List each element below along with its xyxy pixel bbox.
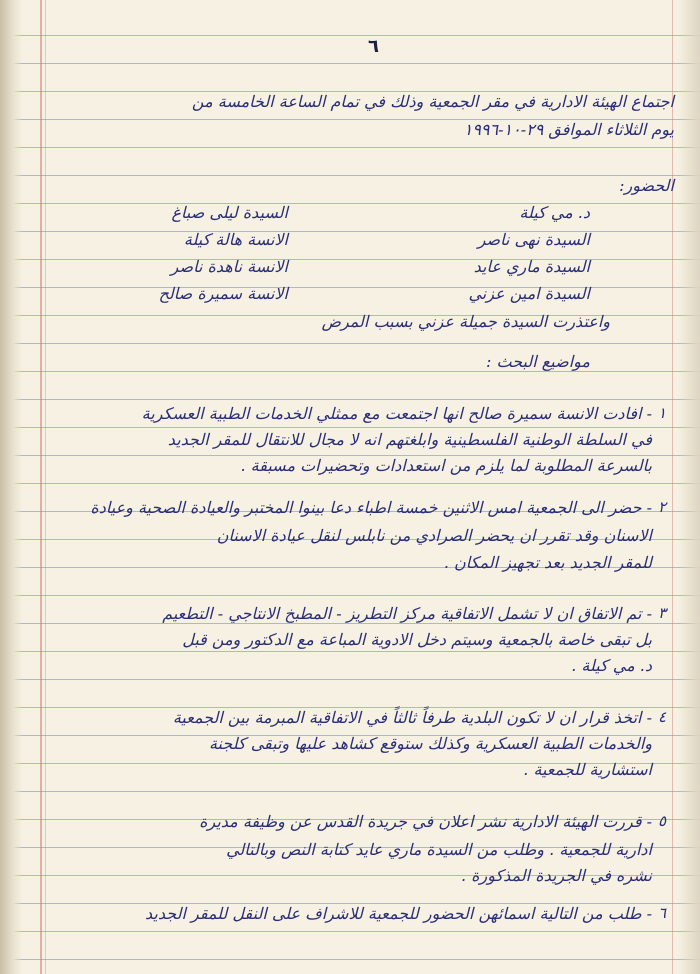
item-4-line-1: - اتخذ قرار ان لا تكون البلدية طرفاً ثالثاً في الاتفاقية المبرمة بين الجمعية	[172, 708, 652, 727]
attendee-right-3: السيدة ماري عايد	[473, 257, 590, 276]
notebook-spine	[0, 0, 22, 974]
margin-line	[40, 0, 42, 974]
margin-line-secondary	[45, 0, 46, 974]
item-1-line-3: بالسرعة المطلوبة لما يلزم من استعدادات وتحضيرات مسبقة .	[240, 456, 652, 475]
item-3-line-3: د. مي كيلة .	[571, 656, 652, 675]
topics-title: مواضيع البحث :	[486, 352, 590, 371]
attendance-title: الحضور:	[619, 176, 674, 195]
attendee-left-3: الانسة ناهدة ناصر	[170, 257, 288, 276]
item-6-number: ٦	[657, 904, 666, 922]
margin-line-right	[672, 0, 673, 974]
item-5-line-1: - قررت الهيئة الادارية نشر اعلان في جريدة القدس عن وظيفة مديرة	[199, 812, 652, 831]
apology-line: واعتذرت السيدة جميلة عزني بسبب المرض	[321, 312, 610, 331]
attendee-left-4: الانسة سميرة صالح	[158, 284, 288, 303]
page-number: ٦	[368, 36, 379, 57]
item-1-number: ١	[657, 404, 666, 422]
item-3-number: ٣	[657, 604, 666, 622]
item-1-line-1: - افادت الانسة سميرة صالح انها اجتمعت مع ممثلي الخدمات الطبية العسكرية	[141, 404, 652, 423]
item-3-line-1: - تم الاتفاق ان لا تشمل الاتفاقية مركز التطريز - المطبخ الانتاجي - التطعيم	[162, 604, 652, 623]
item-4-number: ٤	[657, 708, 666, 726]
item-2-line-2: الاسنان وقد تقرر ان يحضر الصرادي من نابلس لنقل عيادة الاسنان	[216, 526, 652, 545]
item-5-line-2: ادارية للجمعية . وطلب من السيدة ماري عايد كتابة النص وبالتالي	[226, 840, 652, 859]
item-5-number: ٥	[657, 812, 666, 830]
item-4-line-3: استشارية للجمعية .	[523, 760, 652, 779]
attendee-left-1: السيدة ليلى صباغ	[171, 203, 288, 222]
header-line-2: يوم الثلاثاء الموافق ٢٩-١٠-١٩٩٦	[463, 120, 674, 139]
item-2-number: ٢	[657, 498, 666, 516]
item-6-line-1: - طلب من التالية اسمائهن الحضور للجمعية للاشراف على النقل للمقر الجديد	[145, 904, 652, 923]
page-edge	[678, 0, 700, 974]
item-5-line-3: نشره في الجريدة المذكورة .	[460, 866, 652, 885]
item-1-line-2: في السلطة الوطنية الفلسطينية وابلغتهم انه لا مجال للانتقال للمقر الجديد	[167, 430, 652, 449]
attendee-left-2: الانسة هالة كيلة	[183, 230, 288, 249]
attendee-right-2: السيدة نهى ناصر	[477, 230, 590, 249]
item-2-line-1: - حضر الى الجمعية امس الاثنين خمسة اطباء دعا بينوا المختبر والعيادة الصحية وعيادة	[90, 498, 652, 517]
item-2-line-3: للمقر الجديد بعد تجهيز المكان .	[443, 553, 652, 572]
item-3-line-2: بل تبقى خاصة بالجمعية وسيتم دخل الادوية المباعة مع الدكتور ومن قبل	[182, 630, 652, 649]
header-line-1: اجتماع الهيئة الادارية في مقر الجمعية وذلك في تمام الساعة الخامسة من	[191, 92, 674, 111]
item-4-line-2: والخدمات الطبية العسكرية وكذلك ستوقع كشاهد عليها وتبقى كلجنة	[208, 734, 652, 753]
attendee-right-4: السيدة امين عزني	[468, 284, 590, 303]
attendee-right-1: د. مي كيلة	[519, 203, 590, 222]
